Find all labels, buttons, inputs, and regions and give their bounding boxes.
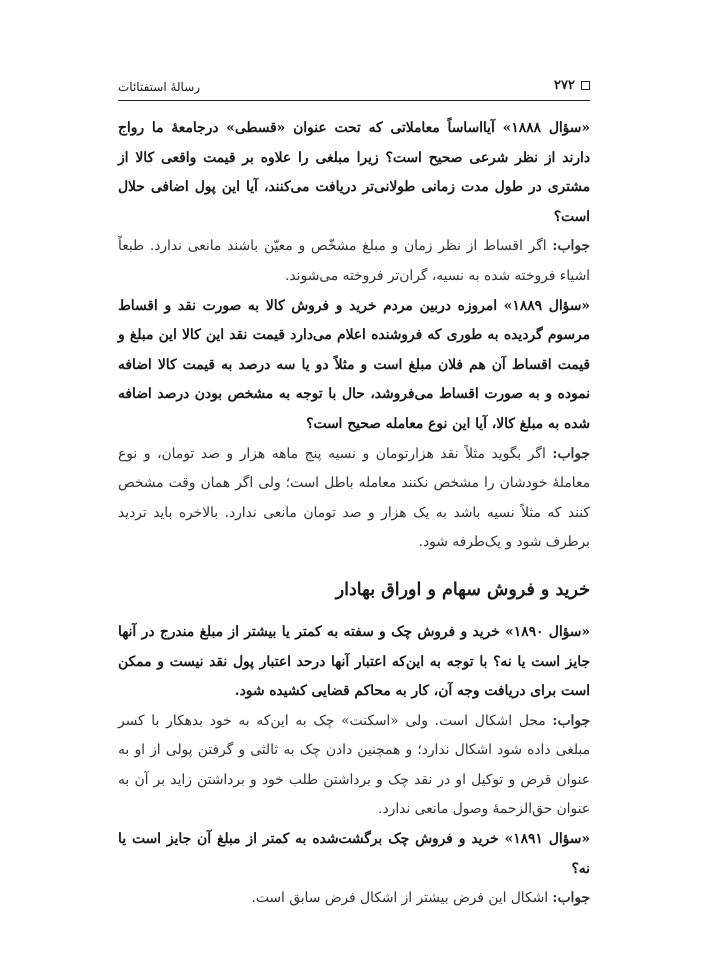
answer-text: اشکال این فرض بیشتر از اشکال فرض سابق است. bbox=[251, 890, 549, 907]
question-text: آیااساساً معاملاتی که تحت عنوان «قسطی» درجامعهٔ ما رواج دارند از نظر شرعی صحیح است؟ زیرا مبلغی را علاوه بر قیمت واقعی کالا از مشتری در طول مدت زمانی طولانی‌تر دریافت می‌کنند، آیا این پول اضافی حلال است؟ bbox=[118, 120, 590, 225]
page-number-group bbox=[554, 78, 590, 93]
question-text: امروزه دربین مردم خرید و فروش کالا به صورت نقد و اقساط مرسوم گردیده به طوری که فروشنده اعلام می‌دارد قیمت نقد این کالا این مبلغ و قیمت اقساط آن هم فلان مبلغ است و مثلاً دو یا سه درصد به قیمت کالا اضافه نموده و به صورت اقساط می‌فروشد، حال با توجه به مشخص بودن درصد اضافه شده به مبلغ کالا، آیا این نوع معامله صحیح است؟ bbox=[118, 297, 590, 432]
entry-1891 bbox=[118, 825, 590, 914]
question-number: «سؤال ۱۸۸۹» bbox=[503, 297, 590, 314]
answer-label: جواب: bbox=[552, 238, 590, 255]
square-box-icon bbox=[581, 81, 590, 90]
answer-text: اگر اقساط از نظر زمان و مبلغ مشخّص و معیّن باشند مانعی ندارد. طبعاً اشیاء فروخته شده به نسیه، گران‌تر فروخته می‌شوند. bbox=[118, 238, 590, 284]
question-paragraph bbox=[118, 825, 590, 884]
question-paragraph bbox=[118, 292, 590, 440]
entry-1889 bbox=[118, 292, 590, 558]
entry-1888 bbox=[118, 114, 590, 292]
answer-label: جواب: bbox=[552, 712, 590, 729]
answer-text: اگر بگوید مثلاً نقد هزارتومان و نسیه پنج ماهه هزار و صد تومان، و نوع معاملهٔ خودشان را مشخص نکنند معامله باطل است؛ ولی اگر همان وقت مشخص کنند که مثلاً نسیه باشد به یک هزار و صد تومان مانعی ندارد. بالاخره باید تردید برطرف شود و یک‌طرفه شود. bbox=[118, 445, 590, 551]
question-text: خرید و فروش چک و سفته به کمتر یا بیشتر از مبلغ مندرج در آنها جایز است یا نه؟ با توجه به این‌که اعتبار آنها درحد اعتبار پول نقد نیست و ممکن است برای دریافت وجه آن، کار به محاکم قضایی کشیده شود. bbox=[118, 623, 590, 700]
answer-paragraph bbox=[118, 440, 590, 558]
answer-paragraph bbox=[118, 707, 590, 825]
header-rule bbox=[118, 100, 590, 101]
question-number: «سؤال ۱۸۹۰» bbox=[505, 623, 590, 640]
page-body bbox=[118, 114, 590, 914]
page-number: ۲۷۲ bbox=[554, 78, 575, 93]
entry-1890 bbox=[118, 618, 590, 825]
question-number: «سؤال ۱۸۹۱» bbox=[504, 831, 590, 848]
question-paragraph bbox=[118, 114, 590, 232]
answer-label: جواب: bbox=[552, 890, 590, 907]
section-title: خرید و فروش سهام و اوراق بهادار bbox=[335, 579, 590, 600]
answer-text: محل اشکال است. ولی «اسکنت» چک به این‌که به خود بدهکار با کسر مبلغی داده شود اشکال ندارد؛ و همچنین دادن چک به ثالثی و گرفتن پولی از او به عنوان قرض و توکیل او در نقد چک و برداشتن طلب خود و برداشتن زاید بر آن به عنوان حق‌الزحمهٔ وصول مانعی ندارد. bbox=[118, 712, 590, 818]
answer-label: جواب: bbox=[552, 445, 590, 462]
running-header bbox=[118, 78, 590, 100]
question-paragraph bbox=[118, 618, 590, 707]
answer-paragraph bbox=[118, 232, 590, 291]
answer-paragraph bbox=[118, 884, 590, 914]
question-text: خرید و فروش چک برگشت‌شده به کمتر از مبلغ آن جایز است یا نه؟ bbox=[118, 831, 590, 877]
book-title: رسالهٔ استفتائات bbox=[118, 80, 201, 94]
question-number: «سؤال ۱۸۸۸» bbox=[502, 120, 590, 136]
